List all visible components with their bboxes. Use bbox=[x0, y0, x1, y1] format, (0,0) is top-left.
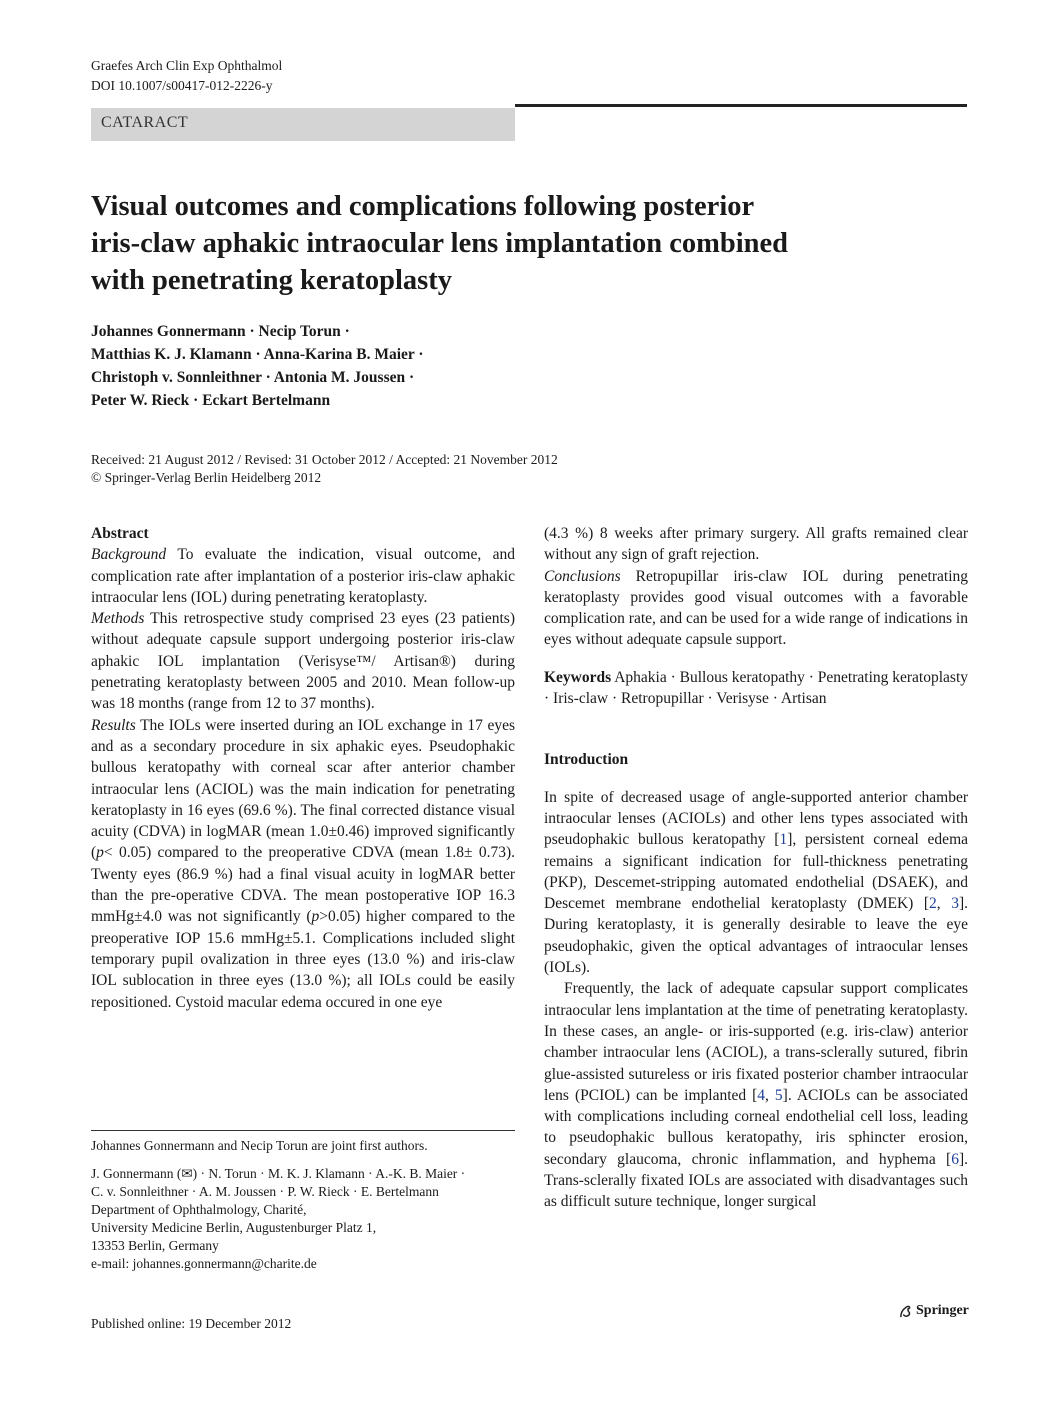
background-text: To evaluate the indication, visual outcome, and complication rate after implantation of a posterior iris-claw aphakic intraocular lens (IOL) during penetrating keratoplasty. bbox=[91, 546, 515, 606]
author-line: Matthias K. J. Klamann · Anna-Karina B. Maier · bbox=[91, 346, 424, 363]
right-column bbox=[544, 523, 968, 1213]
results-label: Results bbox=[91, 716, 136, 734]
published-date: Published online: 19 December 2012 bbox=[91, 1316, 292, 1331]
abstract-column bbox=[91, 523, 515, 1013]
affiliation-line: J. Gonnermann (✉) · N. Torun · M. K. J. Klamann · A.-K. B. Maier · bbox=[91, 1166, 466, 1181]
intro-text: ], persistent corneal edema remains a significant indication for full-thickness penetrating (PKP), Descemet-stripping automated endothelial (DSAEK), and Descemet membrane endothelial keratoplasty (DMEK) [ bbox=[544, 831, 969, 913]
joint-authors-note: Johannes Gonnermann and Necip Torun are joint first authors. bbox=[91, 1138, 428, 1153]
citation-link[interactable]: 3 bbox=[951, 895, 959, 913]
publisher-logo bbox=[898, 1303, 969, 1319]
abstract-results-continued: (4.3 %) 8 weeks after primary surgery. All grafts remained clear without any sign of graft rejection. bbox=[544, 525, 968, 564]
publisher-name: Springer bbox=[916, 1303, 969, 1318]
p-value-symbol: p bbox=[311, 908, 320, 926]
abstract-results bbox=[91, 715, 515, 1013]
author-line: Christoph v. Sonnleithner · Antonia M. Joussen · bbox=[91, 369, 415, 386]
introduction-heading: Introduction bbox=[544, 751, 629, 769]
intro-paragraph bbox=[544, 787, 968, 979]
intro-text: , bbox=[765, 1086, 775, 1104]
intro-text: , bbox=[936, 895, 952, 913]
background-label: Background bbox=[91, 546, 167, 564]
journal-header bbox=[91, 56, 282, 96]
affiliation-line: 13353 Berlin, Germany bbox=[91, 1238, 219, 1253]
keywords-text: Aphakia · Bullous keratopathy · Penetrating keratoplasty · Iris-claw · Retropupillar · Verisyse · Artisan bbox=[544, 668, 969, 708]
abstract-background bbox=[91, 544, 515, 608]
title-line: with penetrating keratoplasty bbox=[91, 265, 452, 296]
abstract-methods bbox=[91, 608, 515, 714]
citation-link[interactable]: 2 bbox=[929, 895, 937, 913]
author-list bbox=[91, 320, 424, 412]
conclusions-label: Conclusions bbox=[544, 567, 621, 585]
article-title bbox=[91, 188, 951, 299]
results-text: The IOLs were inserted during an IOL exchange in 17 eyes and as a secondary procedure in six aphakic eyes. Pseudophakic bullous keratopathy with corneal scar after anterior chamber intraocular lens (ACIOL) was the main indication for penetrating keratoplasty in 16 eyes (69.6 %). The final corrected distance visual acuity (CDVA) in logMAR (mean 1.0±0.46) improved significantly ( bbox=[91, 716, 515, 862]
section-tag-label: CATARACT bbox=[101, 114, 189, 131]
header-rule bbox=[515, 104, 967, 107]
title-line: iris-claw aphakic intraocular lens implantation combined bbox=[91, 228, 788, 259]
copyright: © Springer-Verlag Berlin Heidelberg 2012 bbox=[91, 470, 322, 485]
citation-link[interactable]: 6 bbox=[951, 1150, 959, 1168]
affiliation-line: Department of Ophthalmology, Charité, bbox=[91, 1202, 307, 1217]
email-link[interactable]: e-mail: johannes.gonnermann@charite.de bbox=[91, 1256, 317, 1271]
conclusions-text: Retropupillar iris-claw IOL during penetrating keratoplasty provides good visual outcomes with a favorable complication rate, and can be used for a wide range of indications in eyes without adequate capsule support. bbox=[544, 567, 968, 649]
footnotes bbox=[91, 1130, 515, 1273]
author-line: Johannes Gonnermann · Necip Torun · bbox=[91, 323, 350, 340]
methods-label: Methods bbox=[91, 610, 145, 628]
intro-text: Frequently, the lack of adequate capsular support complicates intraocular lens implantation at the time of penetrating keratoplasty. In these cases, an angle- or iris-supported (e.g. iris-claw) anterior chamber intraocular lens (ACIOL), a trans-sclerally sutured, fibrin glue-assisted sutureless or iris fixated posterior chamber intraocular lens (PCIOL) can be implanted [ bbox=[544, 980, 968, 1104]
methods-text: This retrospective study comprised 23 eyes (23 patients) without adequate capsule support undergoing posterior iris-claw aphakic IOL implantation (Verisyse™/ Artisan®) during penetrating keratoplasty between 2005 and 2010. Mean follow-up was 18 months (range from 12 to 37 months). bbox=[91, 610, 515, 713]
results-text: < 0.05) compared to the preoperative CDVA (mean 1.8± 0.73). Twenty eyes (86.9 %) had a final visual acuity in logMAR better than the pre-operative CDVA. The mean postoperative IOP 16.3 mmHg±4.0 was not significantly ( bbox=[91, 844, 515, 926]
author-line: Peter W. Rieck · Eckart Bertelmann bbox=[91, 392, 331, 409]
intro-text: In spite of decreased usage of angle-supported anterior chamber intraocular lenses (ACIOLs) and other lens types associated with pseudophakic bullous keratopathy [ bbox=[544, 788, 968, 849]
citation-link[interactable]: 4 bbox=[757, 1086, 766, 1104]
footnote-rule bbox=[91, 1130, 515, 1131]
section-tag bbox=[91, 108, 515, 141]
journal-name: Graefes Arch Clin Exp Ophthalmol bbox=[91, 58, 283, 73]
citation-link[interactable]: 5 bbox=[774, 1086, 783, 1104]
abstract-conclusions bbox=[544, 566, 968, 651]
intro-text: ]. ACIOLs can be associated with complications including corneal endothelial cell loss, leading to pseudophakic bullous keratopathy, iris sphincter erosion, secondary glaucoma, chronic inflammation, and hyphema [ bbox=[544, 1086, 969, 1168]
affiliation-line: C. v. Sonnleithner · A. M. Joussen · P. W. Rieck · E. Bertelmann bbox=[91, 1184, 439, 1199]
results-text: >0.05) higher compared to the preoperative IOP 15.6 mmHg±5.1. Complications included slight temporary pupil ovalization in three eyes (13.0 %) and iris-claw IOL sublocation in three eyes (13.0 %); all IOLs could be easily repositioned. Cystoid macular edema occured in one eye bbox=[91, 908, 515, 1011]
doi: DOI 10.1007/s00417-012-2226-y bbox=[91, 78, 273, 93]
title-line: Visual outcomes and complications following posterior bbox=[91, 191, 755, 222]
affiliation-line: University Medicine Berlin, Augustenburger Platz 1, bbox=[91, 1220, 377, 1235]
intro-paragraph bbox=[544, 978, 968, 1212]
keywords-label: Keywords bbox=[544, 668, 612, 686]
p-value-symbol: p bbox=[96, 844, 104, 862]
springer-horse-icon bbox=[898, 1304, 913, 1319]
intro-text: ]. Trans-sclerally fixated IOLs are associated with disadvantages such as difficult suture technique, longer surgical bbox=[544, 1150, 968, 1211]
abstract-heading: Abstract bbox=[91, 525, 149, 542]
article-dates bbox=[91, 451, 558, 487]
citation-link[interactable]: 1 bbox=[779, 831, 788, 849]
intro-text: ]. During keratoplasty, it is generally desirable to leave the eye pseudophakic, given the optical advantages of intraocular lenses (IOLs). bbox=[544, 895, 969, 977]
keywords bbox=[544, 667, 968, 710]
received-dates: Received: 21 August 2012 / Revised: 31 October 2012 / Accepted: 21 November 2012 bbox=[91, 452, 558, 467]
